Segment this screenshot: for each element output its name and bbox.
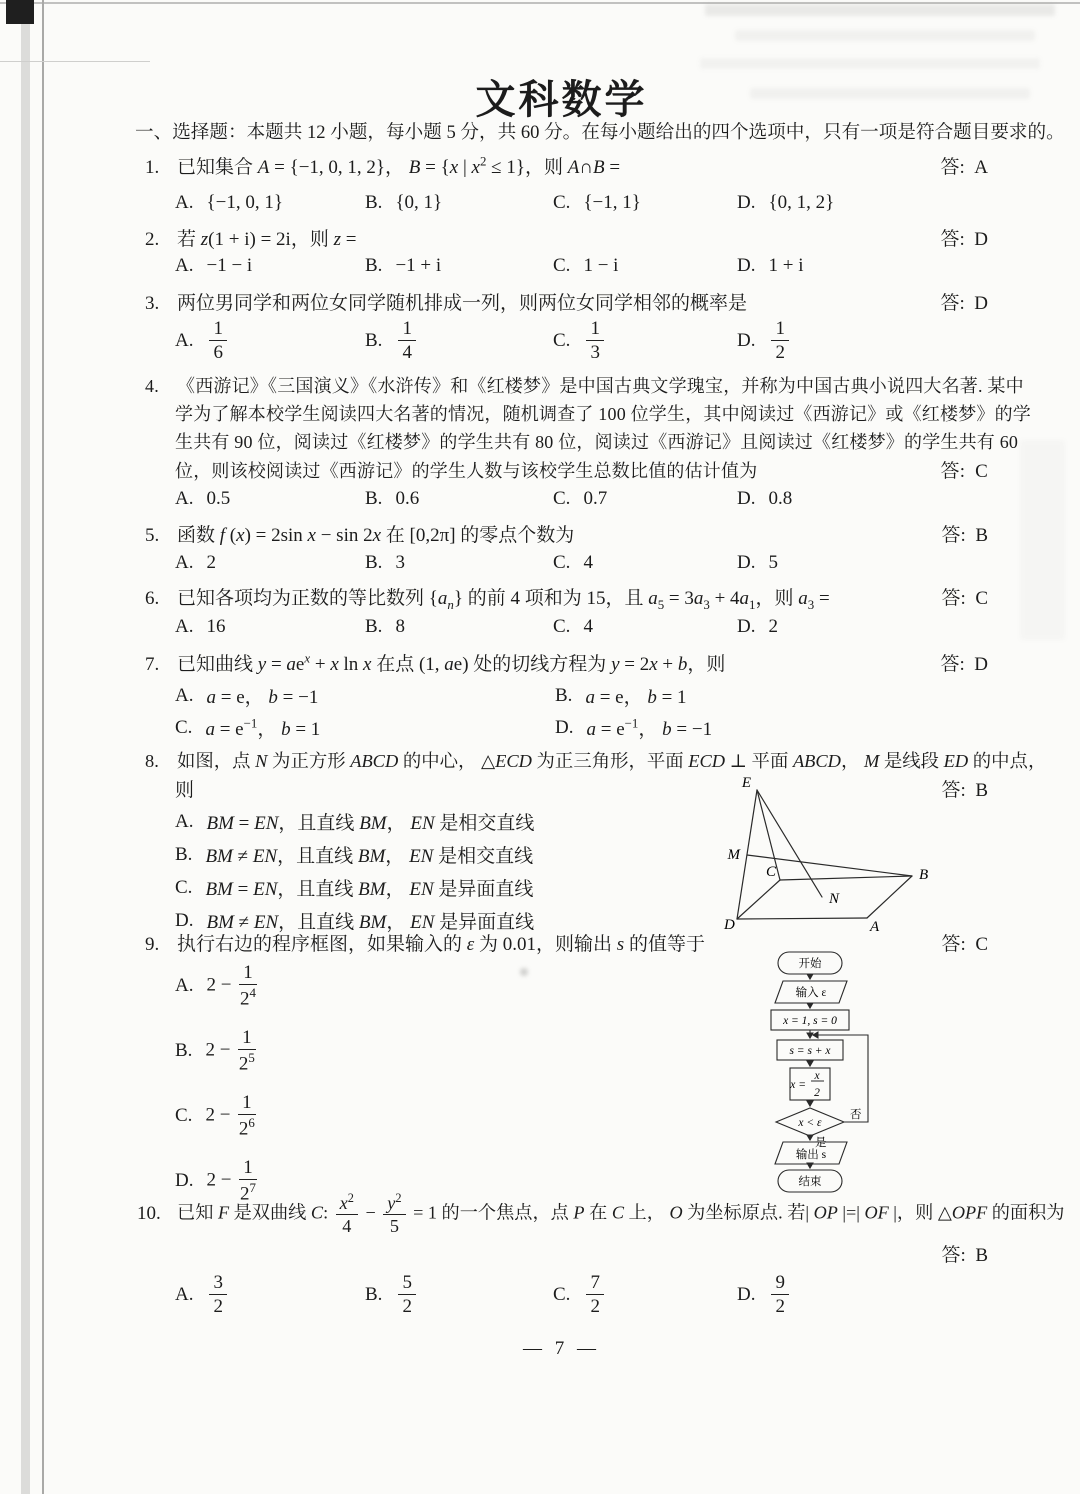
figure-label-B: B	[919, 867, 929, 883]
option-d: D. 1 + i	[737, 255, 804, 276]
figure-label-N: N	[829, 891, 840, 907]
option-b: B. $\frac{5}{2}$	[365, 1272, 419, 1318]
flowchart-start-label: 开始	[798, 958, 822, 970]
question-5-stem: 5. 函数 f (x) = 2sin x − sin 2x 在 [0,2π] 的零点个数为 答: B	[135, 520, 988, 547]
option-b: B. {0, 1}	[365, 192, 443, 213]
question-10-answer-row	[135, 1240, 988, 1267]
page-title: 文科数学	[475, 77, 648, 122]
figure-label-A: A	[870, 919, 880, 935]
flowchart-output-label: 输出 s	[795, 1149, 827, 1161]
flowchart-half-den: 2	[814, 1087, 820, 1099]
option-c: C. 2 − $\frac{1}{2^6}$	[175, 1092, 255, 1140]
scan-faint-line	[0, 61, 150, 62]
answer-badge: 答: A	[940, 157, 988, 178]
answer-badge: 答: B	[941, 1245, 988, 1266]
answer-badge: 答: C	[941, 934, 988, 955]
option-d: D. BM ≠ EN，且直线 BM， EN 是异面直线	[175, 909, 535, 933]
question-8-figure	[720, 775, 1020, 935]
question-7-options-row2	[135, 714, 988, 748]
answer-badge: 答: D	[940, 229, 988, 250]
question-4-stem-line4: 位，则该校阅读过《西游记》的学生人数与该校学生总数比值的估计值为 答: C	[135, 456, 988, 483]
answer-badge: 答: B	[941, 780, 988, 801]
option-c: C. BM = EN，且直线 BM， EN 是异面直线	[175, 876, 534, 900]
flowchart-acc-label: s = s + x	[789, 1045, 831, 1057]
question-7-options-row1	[135, 682, 988, 716]
option-b: B. 2 − $\frac{1}{2^5}$	[175, 1027, 255, 1075]
option-b: B. $\frac{1}{4}$	[365, 318, 419, 364]
section-header: 一、选择题：本题共 12 小题，每小题 5 分，共 60 分。在每小题给出的四个选项中，只有一项是符合题目要求的。	[135, 122, 1065, 143]
option-d: D. 2	[737, 616, 778, 637]
option-b: B. a = e， b = 1	[555, 684, 687, 708]
option-c: C. $\frac{1}{3}$	[553, 318, 607, 364]
option-d: D. $a = e^{-1}$， b = −1	[555, 715, 713, 740]
figure-label-D: D	[724, 917, 735, 933]
option-c: C. $a = e^{-1}$， b = 1	[175, 715, 321, 740]
option-a: A. {−1, 0, 1}	[175, 192, 283, 213]
option-c: C. {−1, 1}	[553, 192, 641, 213]
question-6-options	[135, 616, 988, 650]
option-b: B. −1 + i	[365, 255, 442, 276]
option-c: C. 0.7	[553, 488, 608, 509]
question-8-stem-line2: 则 答: B	[135, 775, 988, 802]
answer-badge: 答: D	[940, 654, 988, 675]
option-d: D. 5	[737, 552, 778, 573]
question-9-flowchart	[735, 950, 925, 1196]
option-c: C. 4	[553, 552, 593, 573]
option-d: D. 0.8	[737, 488, 793, 509]
option-a: A. 16	[175, 616, 226, 637]
question-10-stem: 10. 已知 F 是双曲线 C: $\frac{x^2}{4}$ − $\frac{y^2}{5}$ = 1 的一个焦点，点 P 在 C 上， O 为坐标原点. 若| OP |=| OF |，则 △OPF 的面积为	[137, 1190, 1065, 1237]
answer-badge: 答: C	[941, 588, 988, 609]
option-b: B. 0.6	[365, 488, 420, 509]
option-a: A. BM = EN，且直线 BM， EN 是相交直线	[175, 810, 535, 834]
option-b: B. BM ≠ EN，且直线 BM， EN 是相交直线	[175, 843, 534, 867]
option-a: A. a = e， b = −1	[175, 684, 319, 708]
option-a: A. 0.5	[175, 488, 231, 509]
flowchart-input-label: 输入 ε	[795, 987, 827, 999]
question-9-stem: 9. 执行右边的程序框图，如果输入的 ε 为 0.01，则输出 s 的值等于 答: C	[135, 929, 988, 956]
question-1-options	[135, 192, 988, 226]
option-d: D. {0, 1, 2}	[737, 192, 835, 213]
question-8-stem-line1: 8. 如图，点 N 为正方形 ABCD 的中心， △ECD 为正三角形，平面 ECD ⊥ 平面 ABCD， M 是线段 ED 的中点，	[145, 751, 1047, 771]
flowchart-init-label: x = 1, s = 0	[783, 1015, 837, 1027]
page-number: — 7 —	[523, 1338, 600, 1359]
flowchart-half-num: x	[814, 1070, 820, 1082]
flowchart-half-pre: x =	[790, 1079, 806, 1091]
option-b: B. 3	[365, 552, 405, 573]
option-c: C. 4	[553, 616, 593, 637]
option-d: D. 2 − $\frac{1}{2^7}$	[175, 1157, 256, 1205]
option-d: D. $\frac{1}{2}$	[737, 318, 792, 364]
option-a: A. −1 − i	[175, 255, 253, 276]
flowchart-cond-label: x < ε	[798, 1117, 822, 1129]
option-a: A. $\frac{3}{2}$	[175, 1272, 230, 1318]
question-4-stem-line3: 生共有 90 位，阅读过《红楼梦》的学生共有 80 位，阅读过《西游记》且阅读过《红楼梦》的学生共有 60	[175, 432, 1019, 452]
answer-badge: 答: C	[940, 461, 988, 482]
option-a: A. 2	[175, 552, 216, 573]
page-content	[135, 0, 1065, 1494]
figure-label-C: C	[765, 864, 776, 880]
figure-label-E: E	[741, 775, 751, 791]
option-d: D. $\frac{9}{2}$	[737, 1272, 792, 1318]
option-a: A. $\frac{1}{6}$	[175, 318, 230, 364]
question-5-options	[135, 552, 988, 586]
question-4-options	[135, 488, 988, 522]
scan-left-line	[42, 0, 44, 1494]
question-2-stem: 2. 若 z(1 + i) = 2i，则 z = 答: D	[135, 224, 988, 251]
option-c: C. 1 − i	[553, 255, 619, 276]
scan-corner-mark	[6, 0, 34, 24]
question-4-stem-line1: 4. 《西游记》《三国演义》《水浒传》和《红楼梦》是中国古典文学瑰宝，并称为中国古典小说四大名著. 某中	[145, 376, 1024, 396]
flowchart-no-label: 否	[850, 1109, 862, 1121]
question-2-options	[135, 255, 988, 289]
option-c: C. $\frac{7}{2}$	[553, 1272, 607, 1318]
answer-badge: 答: B	[941, 525, 988, 546]
question-10-options	[135, 1272, 988, 1324]
flowchart-yes-label: 是	[815, 1137, 827, 1149]
scan-left-band	[21, 0, 30, 1494]
flowchart-end-label: 结束	[798, 1176, 822, 1188]
answer-badge: 答: D	[940, 293, 988, 314]
option-b: B. 8	[365, 616, 405, 637]
question-3-stem: 3. 两位男同学和两位女同学随机排成一列，则两位女同学相邻的概率是 答: D	[135, 288, 988, 315]
question-1-stem: 1. 已知集合 A = {−1, 0, 1, 2}， B = {x | $x^2 \le 1$}，则 A∩B = 答: A	[145, 153, 988, 178]
option-a: A. 2 − $\frac{1}{2^4}$	[175, 962, 256, 1010]
question-7-stem: 7. 已知曲线 $y = ae^x + x$ ln x 在点 (1, ae) 处的切线方程为 y = 2x + b，则 答: D	[145, 650, 988, 675]
figure-label-M: M	[727, 847, 740, 863]
question-4-stem-line2: 学为了解本校学生阅读四大名著的情况，随机调查了 100 位学生，其中阅读过《西游记》或《红楼梦》的学	[175, 404, 1031, 424]
question-3-options	[135, 318, 988, 370]
question-6-stem: 6. 已知各项均为正数的等比数列 $\{a_n\}$ 的前 4 项和为 15，且 $a_5 = 3a_3 + 4a_1$，则 $a_3$ = 答: C	[135, 583, 988, 613]
